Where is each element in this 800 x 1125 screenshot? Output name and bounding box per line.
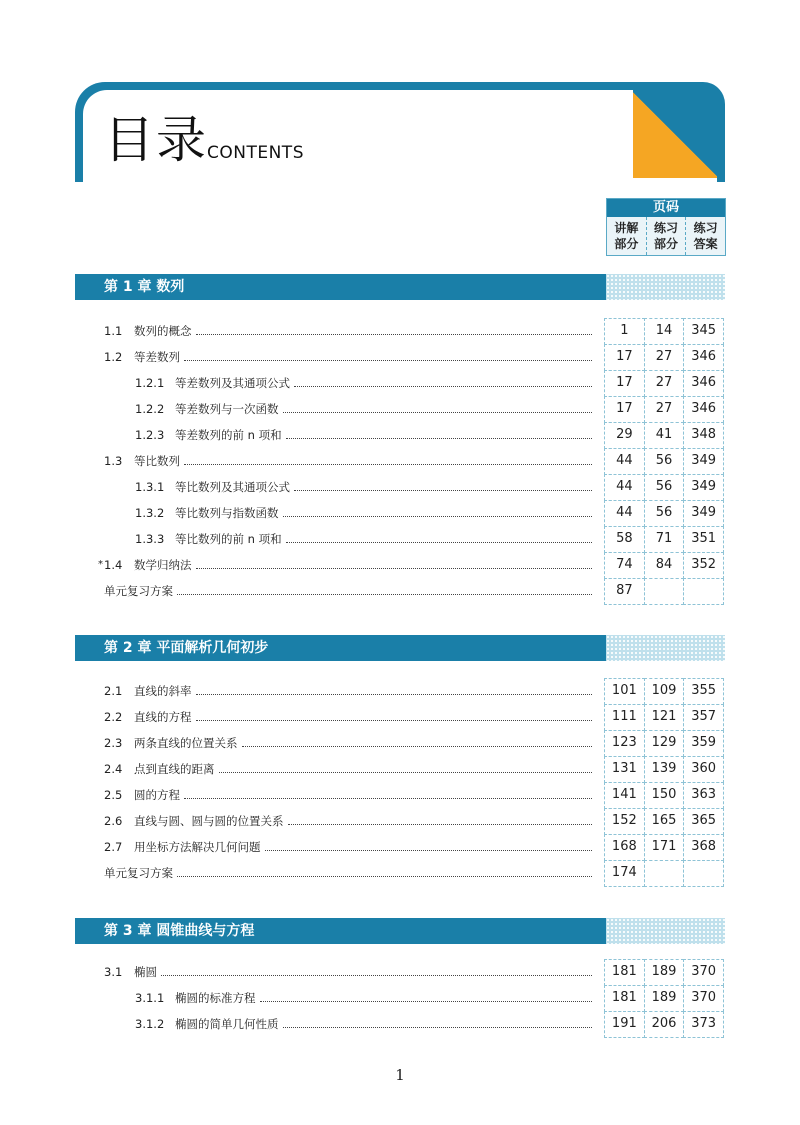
page-answer: 360: [683, 756, 724, 783]
page-lecture: 17: [604, 344, 645, 371]
entry-pages: [604, 959, 723, 985]
page-answer: 345: [683, 318, 724, 345]
toc-entry[interactable]: [104, 704, 598, 730]
entry-title: 等差数列: [134, 350, 180, 364]
page-lecture: 58: [604, 526, 645, 553]
legend-col-practice: 练习 部分: [647, 217, 687, 255]
page-practice: 56: [644, 500, 685, 527]
toc-entry[interactable]: [104, 678, 598, 704]
page-lecture: 74: [604, 552, 645, 579]
page-practice: 84: [644, 552, 685, 579]
optional-mark: *: [98, 559, 103, 570]
toc-entry[interactable]: [135, 985, 598, 1011]
legend-col-answers: 练习 答案: [693, 221, 718, 251]
entry-number-text: 1.4: [104, 558, 123, 572]
entry-title: 等差数列的前 n 项和: [175, 428, 282, 442]
page-number: 1: [395, 1066, 405, 1084]
toc-entry[interactable]: [135, 422, 598, 448]
page-lecture: 111: [604, 704, 645, 731]
entry-pages: [604, 370, 723, 396]
dot-leader: [265, 849, 593, 851]
entry-title: 点到直线的距离: [134, 762, 215, 776]
dot-leader: [184, 797, 592, 799]
entry-number: 1.2: [104, 350, 123, 364]
entry-number: 1.1: [104, 324, 123, 338]
entry-pages: [604, 782, 723, 808]
entry-pages: [604, 1011, 723, 1037]
entry-pages: [604, 834, 723, 860]
chapter-bar: [75, 635, 725, 661]
page-practice: 129: [644, 730, 685, 757]
entry-title: 直线的斜率: [134, 684, 192, 698]
dot-leader: [219, 771, 593, 773]
chapter-bar-pattern: [606, 274, 725, 300]
page-answer: [683, 578, 724, 605]
page-answer: 349: [683, 474, 724, 501]
toc-entry[interactable]: [135, 474, 598, 500]
page-lecture: 17: [604, 396, 645, 423]
entry-title: 等比数列及其通项公式: [175, 480, 290, 494]
page-answer: 373: [683, 1011, 724, 1038]
page-practice: 56: [644, 448, 685, 475]
page-practice: 56: [644, 474, 685, 501]
toc-entry[interactable]: [135, 370, 598, 396]
entry-pages: [604, 344, 723, 370]
page-lecture: 191: [604, 1011, 645, 1038]
chapter-2: [75, 635, 725, 661]
entry-title: 等差数列及其通项公式: [175, 376, 290, 390]
entry-pages: [604, 526, 723, 552]
toc-entry[interactable]: [135, 1011, 598, 1037]
page-title-en: CONTENTS: [207, 143, 304, 163]
toc-entry[interactable]: [98, 552, 598, 578]
entry-number: 1.3: [104, 454, 123, 468]
entry-pages: [604, 756, 723, 782]
entry-pages: [604, 730, 723, 756]
page-lecture: 181: [604, 959, 645, 986]
page-practice: [644, 578, 685, 605]
page-answer: 346: [683, 344, 724, 371]
dot-leader: [294, 385, 592, 387]
entry-number: 2.4: [104, 762, 123, 776]
entry-number: 1.3.2: [135, 506, 165, 520]
corner-decoration: [633, 90, 717, 178]
entry-number: 1.3.1: [135, 480, 165, 494]
dot-leader: [294, 489, 592, 491]
entry-number: 2.1: [104, 684, 123, 698]
dot-leader: [260, 1000, 593, 1002]
page-practice: [644, 860, 685, 887]
page-practice: 206: [644, 1011, 685, 1038]
page-lecture: 1: [604, 318, 645, 345]
page-lecture: 44: [604, 474, 645, 501]
page-answer: 370: [683, 985, 724, 1012]
page-lecture: 181: [604, 985, 645, 1012]
toc-entry[interactable]: [135, 500, 598, 526]
page-lecture: 141: [604, 782, 645, 809]
page-practice: 165: [644, 808, 685, 835]
entry-pages: [604, 678, 723, 704]
entry-pages: [604, 552, 723, 578]
page-answer: 348: [683, 422, 724, 449]
toc-entry[interactable]: [104, 578, 598, 604]
page-lecture: 174: [604, 860, 645, 887]
entry-title: 等比数列与指数函数: [175, 506, 279, 520]
entry-pages: [604, 396, 723, 422]
entry-number: 2.6: [104, 814, 123, 828]
dot-leader: [196, 719, 593, 721]
entry-pages: [604, 985, 723, 1011]
entry-number: 2.3: [104, 736, 123, 750]
chapter-bar: [75, 274, 725, 300]
entry-pages: [604, 704, 723, 730]
page-practice: 27: [644, 370, 685, 397]
page-practice: 171: [644, 834, 685, 861]
entry-title: 直线的方程: [134, 710, 192, 724]
entry-title: 椭圆的标准方程: [175, 991, 256, 1005]
page-answer: 357: [683, 704, 724, 731]
entry-number: 2.2: [104, 710, 123, 724]
chapter-title[interactable]: 第 1 章 数列: [75, 274, 606, 300]
entry-title: 数列的概念: [134, 324, 192, 338]
dot-leader: [161, 974, 592, 976]
entry-number: 1.2.1: [135, 376, 165, 390]
entry-number: 2.7: [104, 840, 123, 854]
entry-number: 1.2.3: [135, 428, 165, 442]
page-practice: 71: [644, 526, 685, 553]
page-lecture: 17: [604, 370, 645, 397]
page-lecture: 44: [604, 448, 645, 475]
dot-leader: [196, 567, 593, 569]
entry-title: 用坐标方法解决几何问题: [134, 840, 261, 854]
entry-pages: [604, 808, 723, 834]
page-answer: 349: [683, 448, 724, 475]
dot-leader: [177, 593, 592, 595]
page-practice: 139: [644, 756, 685, 783]
dot-leader: [196, 333, 593, 335]
entry-title: 直线与圆、圆与圆的位置关系: [134, 814, 284, 828]
page-practice: 14: [644, 318, 685, 345]
page-answer: 346: [683, 396, 724, 423]
entry-number: 3.1.2: [135, 1017, 165, 1031]
entry-title: 椭圆: [134, 965, 157, 979]
dot-leader: [283, 411, 593, 413]
entry-pages: [604, 474, 723, 500]
entry-number: 1.2.2: [135, 402, 165, 416]
toc-entry[interactable]: [104, 959, 598, 985]
entry-pages: [604, 448, 723, 474]
entry-title: 单元复习方案: [104, 584, 173, 598]
dot-leader: [177, 875, 592, 877]
entry-title: 等差数列与一次函数: [175, 402, 279, 416]
page-lecture: 152: [604, 808, 645, 835]
toc-entry[interactable]: [104, 808, 598, 834]
page-answer: 365: [683, 808, 724, 835]
toc-entry[interactable]: [104, 834, 598, 860]
dot-leader: [286, 437, 592, 439]
legend-col-lecture: 讲解 部分: [607, 217, 647, 255]
page-practice: 27: [644, 396, 685, 423]
toc-entry[interactable]: [104, 860, 598, 886]
dot-leader: [283, 1026, 593, 1028]
toc-entry[interactable]: [104, 318, 598, 344]
page-answer: 355: [683, 678, 724, 705]
toc-entry[interactable]: [135, 396, 598, 422]
page-answer: 363: [683, 782, 724, 809]
page-practice: 109: [644, 678, 685, 705]
entry-pages: [604, 860, 723, 886]
page-lecture: 29: [604, 422, 645, 449]
entry-title: 单元复习方案: [104, 866, 173, 880]
chapter-3: [75, 918, 725, 944]
chapter-bar-pattern: [606, 918, 725, 944]
page-lecture: 44: [604, 500, 645, 527]
page-lecture: 131: [604, 756, 645, 783]
entry-number: 3.1: [104, 965, 123, 979]
page-practice: 189: [644, 985, 685, 1012]
dot-leader: [184, 359, 592, 361]
entry-title: 椭圆的简单几何性质: [175, 1017, 279, 1031]
page-answer: 346: [683, 370, 724, 397]
dot-leader: [286, 541, 592, 543]
page-answer: 349: [683, 500, 724, 527]
entry-pages: [604, 318, 723, 344]
page-lecture: 87: [604, 578, 645, 605]
legend-title: 页码: [607, 199, 725, 217]
entry-title: 等比数列的前 n 项和: [175, 532, 282, 546]
page-answer: 368: [683, 834, 724, 861]
chapter-bar-pattern: [606, 635, 725, 661]
dot-leader: [196, 693, 593, 695]
page-answer: 359: [683, 730, 724, 757]
entry-number: 1.3.3: [135, 532, 165, 546]
toc-entry[interactable]: [104, 782, 598, 808]
page-practice: 150: [644, 782, 685, 809]
page-lecture: 123: [604, 730, 645, 757]
entry-pages: [604, 422, 723, 448]
dot-leader: [184, 463, 592, 465]
entry-number: 2.5: [104, 788, 123, 802]
page-practice: 189: [644, 959, 685, 986]
page-practice: 121: [644, 704, 685, 731]
page-practice: 41: [644, 422, 685, 449]
page-answer: [683, 860, 724, 887]
entry-number: [98, 552, 134, 578]
entry-number: 3.1.1: [135, 991, 165, 1005]
page-lecture: 168: [604, 834, 645, 861]
page-answer: 370: [683, 959, 724, 986]
page-title: 目录: [104, 111, 208, 169]
page-practice: 27: [644, 344, 685, 371]
page-answer: 352: [683, 552, 724, 579]
entry-title: 等比数列: [134, 454, 180, 468]
toc-entry[interactable]: [104, 730, 598, 756]
entry-title: 两条直线的位置关系: [134, 736, 238, 750]
chapter-title[interactable]: 第 2 章 平面解析几何初步: [75, 635, 606, 661]
entry-title: 圆的方程: [134, 788, 180, 802]
chapter-1: [75, 274, 725, 300]
dot-leader: [288, 823, 593, 825]
chapter-bar: [75, 918, 725, 944]
entry-title: 数学归纳法: [134, 558, 192, 572]
page-lecture: 101: [604, 678, 645, 705]
entry-pages: [604, 500, 723, 526]
dot-leader: [242, 745, 593, 747]
page-answer: 351: [683, 526, 724, 553]
toc-entry[interactable]: [104, 344, 598, 370]
toc-entry[interactable]: [104, 448, 598, 474]
page-number-legend: [606, 198, 726, 256]
entry-pages: [604, 578, 723, 604]
toc-entry[interactable]: [135, 526, 598, 552]
toc-entry[interactable]: [104, 756, 598, 782]
dot-leader: [283, 515, 593, 517]
chapter-title[interactable]: 第 3 章 圆锥曲线与方程: [75, 918, 606, 944]
